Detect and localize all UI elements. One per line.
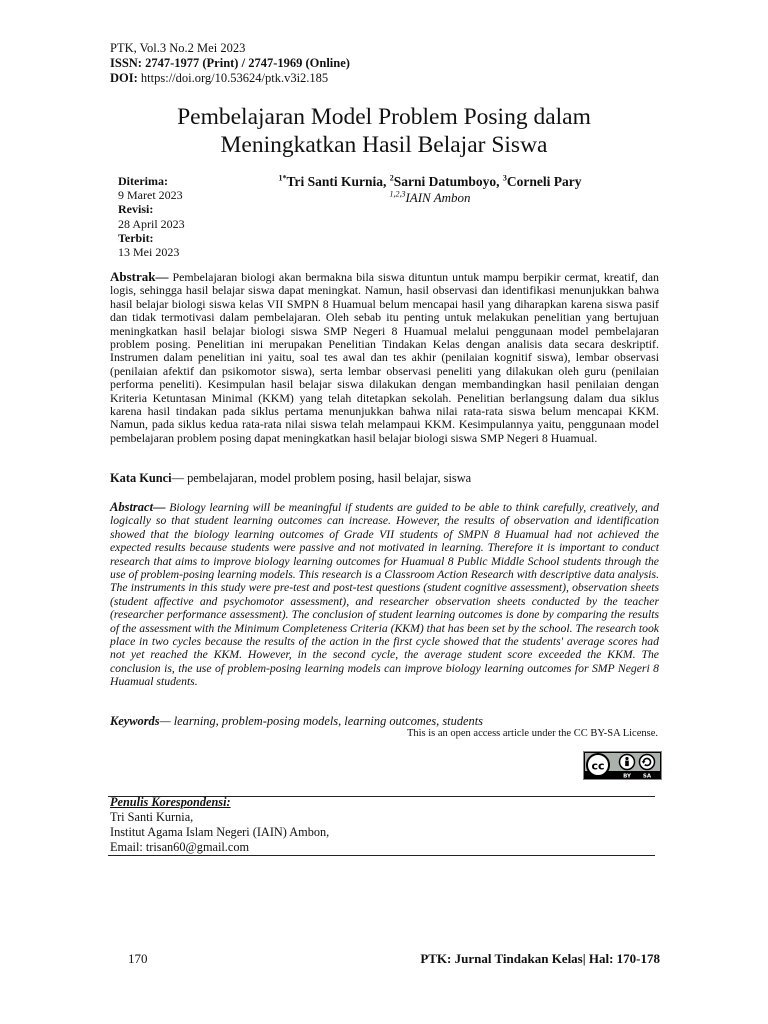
title-line-1: Pembelajaran Model Problem Posing dalam [177, 104, 591, 130]
author-1: Tri Santi Kurnia, [286, 174, 390, 189]
cc-badge-text: cc [591, 759, 605, 773]
received-label: Diterima: [118, 174, 168, 188]
correspondence-name: Tri Santi Kurnia, [110, 810, 194, 824]
cc-by-sa-badge[interactable] [583, 751, 662, 780]
author-2: Sarni Datumboyo, [393, 174, 503, 189]
footer-journal: PTK: Jurnal Tindakan Kelas| Hal: 170-178 [420, 951, 660, 966]
author-2-marker: 2 [389, 173, 394, 183]
published-date: 13 Mei 2023 [118, 245, 180, 260]
kata-kunci-label: Kata Kunci [110, 471, 172, 485]
revised-date: 28 April 2023 [118, 216, 185, 231]
kata-kunci-text: — pembelajaran, model problem posing, hasil belajar, siswa [171, 471, 472, 485]
abstract-indonesian [110, 270, 659, 445]
article-dates [118, 174, 185, 259]
page-number: 170 [128, 951, 148, 966]
keywords-text: — learning, problem-posing models, learning outcomes, students [159, 714, 483, 728]
cc-license-icon [584, 752, 661, 779]
affiliation-name: IAIN Ambon [405, 190, 471, 205]
received-date: 9 Maret 2023 [118, 188, 183, 203]
author-1-marker: 1* [278, 173, 287, 183]
correspondence-block [110, 795, 329, 855]
issn: ISSN: 2747-1977 (Print) / 2747-1969 (Online) [110, 56, 350, 70]
doi [110, 71, 328, 86]
correspondence-institution: Institut Agama Islam Negeri (IAIN) Ambon, [110, 825, 330, 839]
abstract-en-text: Biology learning will be meaningful if students are guided to be able to think carefully, creatively, and logically so that student learning outcomes can increase. However, the results of observation and identification showed that the biology learning outcomes of Grade VII students of SMPN 8 Huamual had not achieved the expected results because students were passive and not motivated in learning. Therefore it is important to conduct research that aims to improve biology learning outcomes for Huamual 8 Public Middle School students through the use of problem-posing learning models. This research is a Classroom Action Research with descriptive data analysis. The instruments in this study were pre-test and post-test questions (student cognitive assessment), observation sheets (student affective and psychomotor assessment), and researcher observation sheets conducted by the teacher (researcher performance assessment). The conclusion of student learning outcomes is done by comparing the results of the assessment with the Minimum Completeness Criteria (KKM) that has been set by the school. The research took place in two cycles because the results of the action in the first cycle showed that the students' average scores had not yet reached the KKM. However, in the second cycle, the average student score exceeded the KKM. The conclusion is, the use of problem-posing learning models can improve biology learning outcomes for SMP Negeri 8 Huamual students. [110, 501, 659, 689]
sa-badge-text: SA [642, 773, 652, 779]
affiliation-marker: 1,2,3 [389, 189, 406, 199]
journal-issue: PTK, Vol.3 No.2 Mei 2023 [110, 41, 246, 55]
author-3: Corneli Pary [506, 174, 582, 189]
revised-label: Revisi: [118, 202, 154, 217]
divider-bottom [108, 855, 655, 856]
correspondence-email[interactable]: Email: trisan60@gmail.com [110, 840, 250, 854]
license-statement: This is an open access article under the CC BY-SA License. [406, 728, 658, 739]
by-badge-text: BY [623, 773, 631, 779]
correspondence-heading: Penulis Korespondensi: [110, 795, 231, 809]
published-label: Terbit: [118, 230, 154, 245]
abstract-id-text: Pembelajaran biologi akan bermakna bila siswa dituntun untuk mampu berpikir cermat, kreatif, dan logis, sehingga hasil belajar siswa dapat meningkat. Namun, hasil observasi dan identifikasi menunjukkan bahwa hasil belajar biologi siswa kelas VII SMPN 8 Huamual belum mencapai hasil yang diharapkan karena siswa pasif dan tidak termotivasi dalam pembelajaran. Oleh sebab itu penting untuk melakukan penelitian yang bertujuan meningkatkan hasil belajar biologi siswa SMP Negeri 8 Huamual melalui penggunaan model pembelajaran problem posing. Penelitian ini merupakan Penelitian Tindakan Kelas dengan analisis data secara deskriptif. Instrumen dalam penelitian ini yaitu, soal tes awal dan tes akhir (penilaian kognitif siswa), lembar observasi (penilaian afektif dan psikomotor siswa), serta lembar observasi peneliti yang dilakukan oleh guru (penilaian performa peneliti). Kesimpulan hasil belajar siswa dilakukan dengan membandingkan hasil penilaian dengan Kriteria Ketuntasan Minimal (KKM) yang telah ditetapkan sekolah. Penelitian berlangsung dalam dua siklus karena hasil tindakan pada siklus pertama menunjukkan bahwa nilai rata-rata siswa belum mencapai KKM. Namun, pada siklus kedua rata-rata nilai siswa telah melampaui KKM. Kesimpulannya yaitu, penggunaan model pembelajaran problem posing dapat meningkatkan hasil belajar biologi siswa SMP Negeri 8 Huamual. [110, 270, 659, 445]
author-list [230, 174, 630, 190]
doi-label: DOI: [110, 71, 138, 85]
keywords [110, 714, 659, 728]
kata-kunci [110, 471, 659, 485]
paper-title [100, 103, 668, 159]
abstract-en-label: Abstract— [110, 500, 166, 514]
abstract-id-label: Abstrak— [110, 269, 169, 284]
author-3-marker: 3 [502, 173, 507, 183]
doi-link[interactable]: https://doi.org/10.53624/ptk.v3i2.185 [140, 71, 329, 85]
keywords-label: Keywords [110, 714, 160, 728]
abstract-english [110, 501, 659, 689]
title-line-2: Meningkatkan Hasil Belajar Siswa [220, 132, 548, 158]
affiliation [230, 190, 630, 206]
